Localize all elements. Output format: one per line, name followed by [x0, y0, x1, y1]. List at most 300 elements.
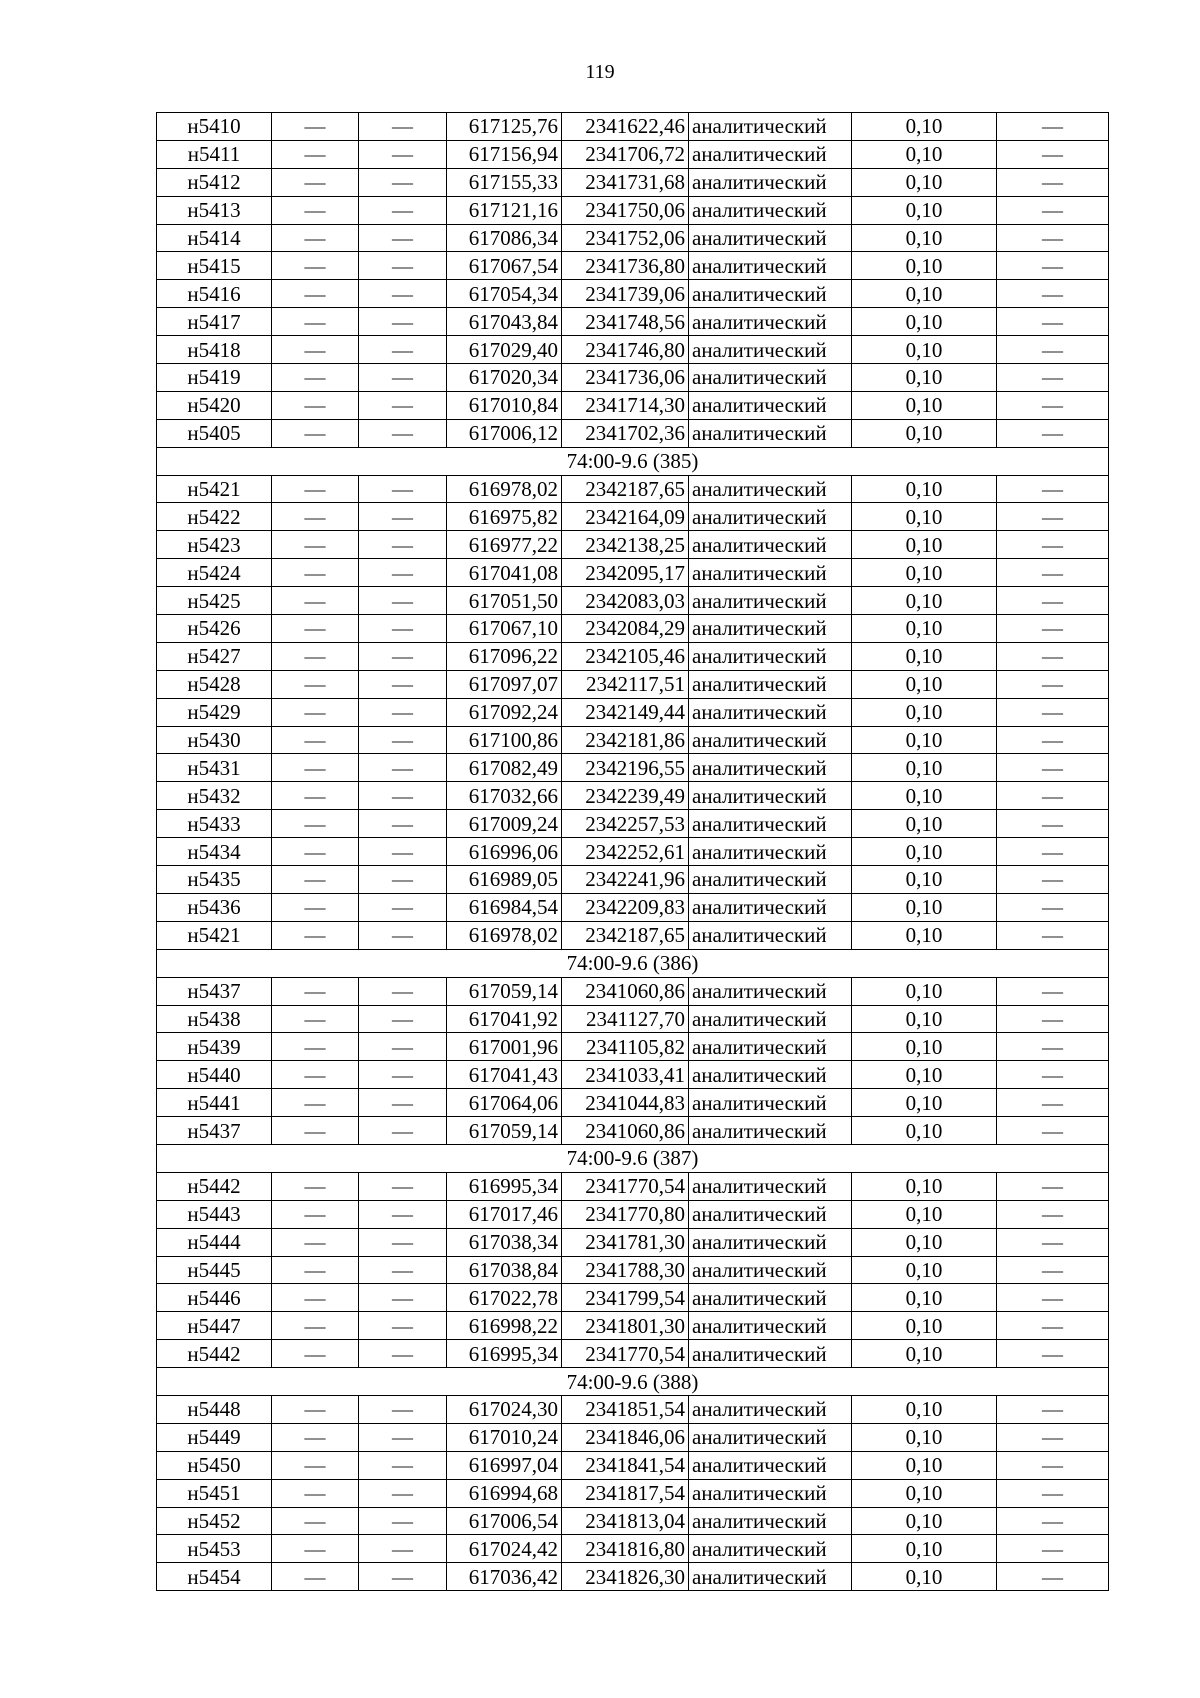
point-id-cell: н5446	[157, 1284, 272, 1312]
precision-cell: 0,10	[852, 280, 997, 308]
y-coordinate-cell: 2341736,06	[562, 364, 689, 392]
precision-cell: 0,10	[852, 1089, 997, 1117]
coordinates-table-body	[157, 113, 1109, 1591]
point-id-cell: н5428	[157, 670, 272, 698]
dash-cell: —	[272, 615, 359, 643]
dash-cell: —	[359, 921, 447, 949]
precision-cell: 0,10	[852, 1312, 997, 1340]
dash-cell: —	[997, 140, 1109, 168]
point-id-cell: н5427	[157, 642, 272, 670]
y-coordinate-cell: 2342149,44	[562, 698, 689, 726]
y-coordinate-cell: 2341736,80	[562, 252, 689, 280]
table-row	[157, 1005, 1109, 1033]
x-coordinate-cell: 617059,14	[447, 1117, 562, 1145]
x-coordinate-cell: 617006,12	[447, 419, 562, 447]
table-row	[157, 364, 1109, 392]
dash-cell: —	[359, 1005, 447, 1033]
point-id-cell: н5442	[157, 1340, 272, 1368]
dash-cell: —	[997, 280, 1109, 308]
dash-cell: —	[997, 1563, 1109, 1591]
table-row	[157, 1256, 1109, 1284]
dash-cell: —	[359, 1340, 447, 1368]
dash-cell: —	[272, 838, 359, 866]
section-title: 74:00-9.6 (387)	[157, 1144, 1109, 1172]
point-id-cell: н5442	[157, 1172, 272, 1200]
y-coordinate-cell: 2341770,54	[562, 1172, 689, 1200]
x-coordinate-cell: 617032,66	[447, 782, 562, 810]
dash-cell: —	[997, 1200, 1109, 1228]
dash-cell: —	[359, 1395, 447, 1423]
x-coordinate-cell: 617038,34	[447, 1228, 562, 1256]
x-coordinate-cell: 617009,24	[447, 810, 562, 838]
dash-cell: —	[272, 1535, 359, 1563]
x-coordinate-cell: 617100,86	[447, 726, 562, 754]
dash-cell: —	[997, 419, 1109, 447]
dash-cell: —	[359, 1312, 447, 1340]
precision-cell: 0,10	[852, 391, 997, 419]
y-coordinate-cell: 2342187,65	[562, 921, 689, 949]
method-cell: аналитический	[689, 1507, 852, 1535]
section-title: 74:00-9.6 (385)	[157, 447, 1109, 475]
dash-cell: —	[272, 1089, 359, 1117]
x-coordinate-cell: 617096,22	[447, 642, 562, 670]
precision-cell: 0,10	[852, 196, 997, 224]
x-coordinate-cell: 617097,07	[447, 670, 562, 698]
x-coordinate-cell: 617022,78	[447, 1284, 562, 1312]
x-coordinate-cell: 617156,94	[447, 140, 562, 168]
precision-cell: 0,10	[852, 893, 997, 921]
dash-cell: —	[272, 168, 359, 196]
table-row	[157, 140, 1109, 168]
point-id-cell: н5414	[157, 224, 272, 252]
x-coordinate-cell: 616995,34	[447, 1340, 562, 1368]
method-cell: аналитический	[689, 1033, 852, 1061]
x-coordinate-cell: 616995,34	[447, 1172, 562, 1200]
dash-cell: —	[997, 810, 1109, 838]
x-coordinate-cell: 616975,82	[447, 503, 562, 531]
precision-cell: 0,10	[852, 977, 997, 1005]
dash-cell: —	[997, 642, 1109, 670]
y-coordinate-cell: 2341801,30	[562, 1312, 689, 1340]
dash-cell: —	[272, 252, 359, 280]
section-header-row	[157, 1144, 1109, 1172]
section-header-row	[157, 1368, 1109, 1396]
dash-cell: —	[997, 559, 1109, 587]
y-coordinate-cell: 2341816,80	[562, 1535, 689, 1563]
point-id-cell: н5443	[157, 1200, 272, 1228]
method-cell: аналитический	[689, 308, 852, 336]
dash-cell: —	[997, 1451, 1109, 1479]
point-id-cell: н5415	[157, 252, 272, 280]
y-coordinate-cell: 2341105,82	[562, 1033, 689, 1061]
point-id-cell: н5426	[157, 615, 272, 643]
precision-cell: 0,10	[852, 224, 997, 252]
point-id-cell: н5454	[157, 1563, 272, 1591]
table-row	[157, 1312, 1109, 1340]
table-row	[157, 1089, 1109, 1117]
point-id-cell: н5420	[157, 391, 272, 419]
method-cell: аналитический	[689, 754, 852, 782]
precision-cell: 0,10	[852, 1256, 997, 1284]
point-id-cell: н5411	[157, 140, 272, 168]
precision-cell: 0,10	[852, 1117, 997, 1145]
x-coordinate-cell: 616994,68	[447, 1479, 562, 1507]
method-cell: аналитический	[689, 113, 852, 141]
dash-cell: —	[997, 838, 1109, 866]
method-cell: аналитический	[689, 1451, 852, 1479]
dash-cell: —	[359, 1172, 447, 1200]
table-row	[157, 224, 1109, 252]
dash-cell: —	[359, 1200, 447, 1228]
dash-cell: —	[359, 587, 447, 615]
dash-cell: —	[359, 1117, 447, 1145]
dash-cell: —	[997, 782, 1109, 810]
point-id-cell: н5451	[157, 1479, 272, 1507]
precision-cell: 0,10	[852, 866, 997, 894]
method-cell: аналитический	[689, 921, 852, 949]
dash-cell: —	[359, 838, 447, 866]
precision-cell: 0,10	[852, 113, 997, 141]
x-coordinate-cell: 617054,34	[447, 280, 562, 308]
point-id-cell: н5419	[157, 364, 272, 392]
dash-cell: —	[359, 308, 447, 336]
dash-cell: —	[359, 810, 447, 838]
dash-cell: —	[997, 364, 1109, 392]
table-row	[157, 1228, 1109, 1256]
precision-cell: 0,10	[852, 503, 997, 531]
method-cell: аналитический	[689, 1340, 852, 1368]
x-coordinate-cell: 617006,54	[447, 1507, 562, 1535]
x-coordinate-cell: 617086,34	[447, 224, 562, 252]
precision-cell: 0,10	[852, 1284, 997, 1312]
table-row	[157, 977, 1109, 1005]
x-coordinate-cell: 617010,84	[447, 391, 562, 419]
point-id-cell: н5410	[157, 113, 272, 141]
x-coordinate-cell: 617043,84	[447, 308, 562, 336]
method-cell: аналитический	[689, 1312, 852, 1340]
coordinates-table	[156, 112, 1109, 1591]
table-row	[157, 810, 1109, 838]
dash-cell: —	[359, 1479, 447, 1507]
y-coordinate-cell: 2342105,46	[562, 642, 689, 670]
y-coordinate-cell: 2341826,30	[562, 1563, 689, 1591]
method-cell: аналитический	[689, 726, 852, 754]
table-row	[157, 1563, 1109, 1591]
dash-cell: —	[272, 1340, 359, 1368]
point-id-cell: н5416	[157, 280, 272, 308]
precision-cell: 0,10	[852, 475, 997, 503]
precision-cell: 0,10	[852, 838, 997, 866]
precision-cell: 0,10	[852, 559, 997, 587]
y-coordinate-cell: 2341746,80	[562, 336, 689, 364]
y-coordinate-cell: 2341702,36	[562, 419, 689, 447]
method-cell: аналитический	[689, 1172, 852, 1200]
table-row	[157, 336, 1109, 364]
method-cell: аналитический	[689, 503, 852, 531]
point-id-cell: н5448	[157, 1395, 272, 1423]
x-coordinate-cell: 617041,08	[447, 559, 562, 587]
x-coordinate-cell: 617029,40	[447, 336, 562, 364]
y-coordinate-cell: 2341044,83	[562, 1089, 689, 1117]
method-cell: аналитический	[689, 670, 852, 698]
point-id-cell: н5418	[157, 336, 272, 364]
y-coordinate-cell: 2342138,25	[562, 531, 689, 559]
dash-cell: —	[359, 1507, 447, 1535]
point-id-cell: н5434	[157, 838, 272, 866]
table-row	[157, 196, 1109, 224]
y-coordinate-cell: 2342117,51	[562, 670, 689, 698]
dash-cell: —	[272, 336, 359, 364]
table-row	[157, 1061, 1109, 1089]
method-cell: аналитический	[689, 1117, 852, 1145]
precision-cell: 0,10	[852, 1005, 997, 1033]
table-row	[157, 615, 1109, 643]
table-row	[157, 531, 1109, 559]
y-coordinate-cell: 2341622,46	[562, 113, 689, 141]
dash-cell: —	[997, 1228, 1109, 1256]
dash-cell: —	[997, 1312, 1109, 1340]
table-row	[157, 698, 1109, 726]
point-id-cell: н5422	[157, 503, 272, 531]
precision-cell: 0,10	[852, 140, 997, 168]
precision-cell: 0,10	[852, 1451, 997, 1479]
precision-cell: 0,10	[852, 1200, 997, 1228]
point-id-cell: н5437	[157, 977, 272, 1005]
precision-cell: 0,10	[852, 782, 997, 810]
dash-cell: —	[997, 726, 1109, 754]
point-id-cell: н5413	[157, 196, 272, 224]
y-coordinate-cell: 2342239,49	[562, 782, 689, 810]
dash-cell: —	[997, 1479, 1109, 1507]
dash-cell: —	[997, 308, 1109, 336]
dash-cell: —	[359, 1423, 447, 1451]
y-coordinate-cell: 2341817,54	[562, 1479, 689, 1507]
x-coordinate-cell: 617067,10	[447, 615, 562, 643]
dash-cell: —	[997, 615, 1109, 643]
dash-cell: —	[997, 921, 1109, 949]
method-cell: аналитический	[689, 1284, 852, 1312]
point-id-cell: н5445	[157, 1256, 272, 1284]
y-coordinate-cell: 2341739,06	[562, 280, 689, 308]
precision-cell: 0,10	[852, 810, 997, 838]
table-row	[157, 838, 1109, 866]
dash-cell: —	[359, 726, 447, 754]
method-cell: аналитический	[689, 336, 852, 364]
dash-cell: —	[359, 419, 447, 447]
dash-cell: —	[997, 113, 1109, 141]
precision-cell: 0,10	[852, 587, 997, 615]
precision-cell: 0,10	[852, 1395, 997, 1423]
dash-cell: —	[359, 336, 447, 364]
precision-cell: 0,10	[852, 1423, 997, 1451]
y-coordinate-cell: 2341851,54	[562, 1395, 689, 1423]
table-row	[157, 1423, 1109, 1451]
dash-cell: —	[272, 726, 359, 754]
method-cell: аналитический	[689, 168, 852, 196]
dash-cell: —	[272, 1005, 359, 1033]
dash-cell: —	[997, 1340, 1109, 1368]
x-coordinate-cell: 616997,04	[447, 1451, 562, 1479]
dash-cell: —	[272, 642, 359, 670]
point-id-cell: н5441	[157, 1089, 272, 1117]
table-row	[157, 1507, 1109, 1535]
x-coordinate-cell: 617024,42	[447, 1535, 562, 1563]
dash-cell: —	[997, 1395, 1109, 1423]
method-cell: аналитический	[689, 782, 852, 810]
point-id-cell: н5437	[157, 1117, 272, 1145]
dash-cell: —	[272, 140, 359, 168]
y-coordinate-cell: 2342181,86	[562, 726, 689, 754]
y-coordinate-cell: 2341752,06	[562, 224, 689, 252]
method-cell: аналитический	[689, 140, 852, 168]
point-id-cell: н5440	[157, 1061, 272, 1089]
table-row	[157, 1340, 1109, 1368]
dash-cell: —	[272, 364, 359, 392]
method-cell: аналитический	[689, 364, 852, 392]
x-coordinate-cell: 617155,33	[447, 168, 562, 196]
dash-cell: —	[997, 1507, 1109, 1535]
dash-cell: —	[272, 1507, 359, 1535]
method-cell: аналитический	[689, 1005, 852, 1033]
y-coordinate-cell: 2341748,56	[562, 308, 689, 336]
table-row	[157, 168, 1109, 196]
dash-cell: —	[272, 224, 359, 252]
dash-cell: —	[272, 280, 359, 308]
table-row	[157, 419, 1109, 447]
x-coordinate-cell: 617059,14	[447, 977, 562, 1005]
method-cell: аналитический	[689, 224, 852, 252]
dash-cell: —	[272, 1033, 359, 1061]
y-coordinate-cell: 2341750,06	[562, 196, 689, 224]
x-coordinate-cell: 616977,22	[447, 531, 562, 559]
method-cell: аналитический	[689, 531, 852, 559]
table-row	[157, 308, 1109, 336]
precision-cell: 0,10	[852, 531, 997, 559]
precision-cell: 0,10	[852, 698, 997, 726]
x-coordinate-cell: 616978,02	[447, 921, 562, 949]
method-cell: аналитический	[689, 698, 852, 726]
dash-cell: —	[272, 866, 359, 894]
x-coordinate-cell: 617036,42	[447, 1563, 562, 1591]
dash-cell: —	[359, 559, 447, 587]
dash-cell: —	[359, 642, 447, 670]
dash-cell: —	[272, 893, 359, 921]
method-cell: аналитический	[689, 838, 852, 866]
dash-cell: —	[359, 1228, 447, 1256]
dash-cell: —	[272, 531, 359, 559]
precision-cell: 0,10	[852, 419, 997, 447]
dash-cell: —	[272, 1061, 359, 1089]
y-coordinate-cell: 2341033,41	[562, 1061, 689, 1089]
x-coordinate-cell: 617082,49	[447, 754, 562, 782]
point-id-cell: н5412	[157, 168, 272, 196]
dash-cell: —	[272, 1423, 359, 1451]
method-cell: аналитический	[689, 866, 852, 894]
precision-cell: 0,10	[852, 1535, 997, 1563]
dash-cell: —	[272, 1172, 359, 1200]
dash-cell: —	[997, 391, 1109, 419]
method-cell: аналитический	[689, 196, 852, 224]
table-row	[157, 642, 1109, 670]
method-cell: аналитический	[689, 252, 852, 280]
precision-cell: 0,10	[852, 754, 997, 782]
dash-cell: —	[272, 1479, 359, 1507]
dash-cell: —	[272, 1312, 359, 1340]
dash-cell: —	[272, 308, 359, 336]
table-row	[157, 866, 1109, 894]
dash-cell: —	[997, 1005, 1109, 1033]
dash-cell: —	[997, 336, 1109, 364]
page-number: 119	[585, 61, 615, 83]
dash-cell: —	[359, 866, 447, 894]
y-coordinate-cell: 2341770,54	[562, 1340, 689, 1368]
x-coordinate-cell: 617051,50	[447, 587, 562, 615]
precision-cell: 0,10	[852, 364, 997, 392]
dash-cell: —	[359, 1451, 447, 1479]
y-coordinate-cell: 2341813,04	[562, 1507, 689, 1535]
point-id-cell: н5425	[157, 587, 272, 615]
table-row	[157, 1479, 1109, 1507]
dash-cell: —	[359, 280, 447, 308]
method-cell: аналитический	[689, 615, 852, 643]
section-title: 74:00-9.6 (388)	[157, 1368, 1109, 1396]
table-row	[157, 726, 1109, 754]
dash-cell: —	[997, 754, 1109, 782]
dash-cell: —	[997, 587, 1109, 615]
method-cell: аналитический	[689, 559, 852, 587]
precision-cell: 0,10	[852, 1228, 997, 1256]
x-coordinate-cell: 617041,43	[447, 1061, 562, 1089]
table-row	[157, 754, 1109, 782]
precision-cell: 0,10	[852, 670, 997, 698]
table-row	[157, 559, 1109, 587]
y-coordinate-cell: 2342252,61	[562, 838, 689, 866]
table-row	[157, 893, 1109, 921]
method-cell: аналитический	[689, 1228, 852, 1256]
x-coordinate-cell: 616998,22	[447, 1312, 562, 1340]
dash-cell: —	[359, 1284, 447, 1312]
point-id-cell: н5433	[157, 810, 272, 838]
point-id-cell: н5438	[157, 1005, 272, 1033]
table-row	[157, 1395, 1109, 1423]
x-coordinate-cell: 617017,46	[447, 1200, 562, 1228]
y-coordinate-cell: 2341706,72	[562, 140, 689, 168]
precision-cell: 0,10	[852, 336, 997, 364]
dash-cell: —	[359, 503, 447, 531]
dash-cell: —	[997, 252, 1109, 280]
dash-cell: —	[997, 1256, 1109, 1284]
table-row	[157, 113, 1109, 141]
section-header-row	[157, 447, 1109, 475]
point-id-cell: н5421	[157, 921, 272, 949]
y-coordinate-cell: 2342187,65	[562, 475, 689, 503]
dash-cell: —	[272, 977, 359, 1005]
table-row	[157, 280, 1109, 308]
dash-cell: —	[997, 1172, 1109, 1200]
precision-cell: 0,10	[852, 308, 997, 336]
point-id-cell: н5435	[157, 866, 272, 894]
precision-cell: 0,10	[852, 642, 997, 670]
dash-cell: —	[359, 168, 447, 196]
y-coordinate-cell: 2341841,54	[562, 1451, 689, 1479]
precision-cell: 0,10	[852, 1563, 997, 1591]
point-id-cell: н5431	[157, 754, 272, 782]
x-coordinate-cell: 617125,76	[447, 113, 562, 141]
x-coordinate-cell: 617024,30	[447, 1395, 562, 1423]
dash-cell: —	[359, 531, 447, 559]
x-coordinate-cell: 616989,05	[447, 866, 562, 894]
dash-cell: —	[272, 587, 359, 615]
